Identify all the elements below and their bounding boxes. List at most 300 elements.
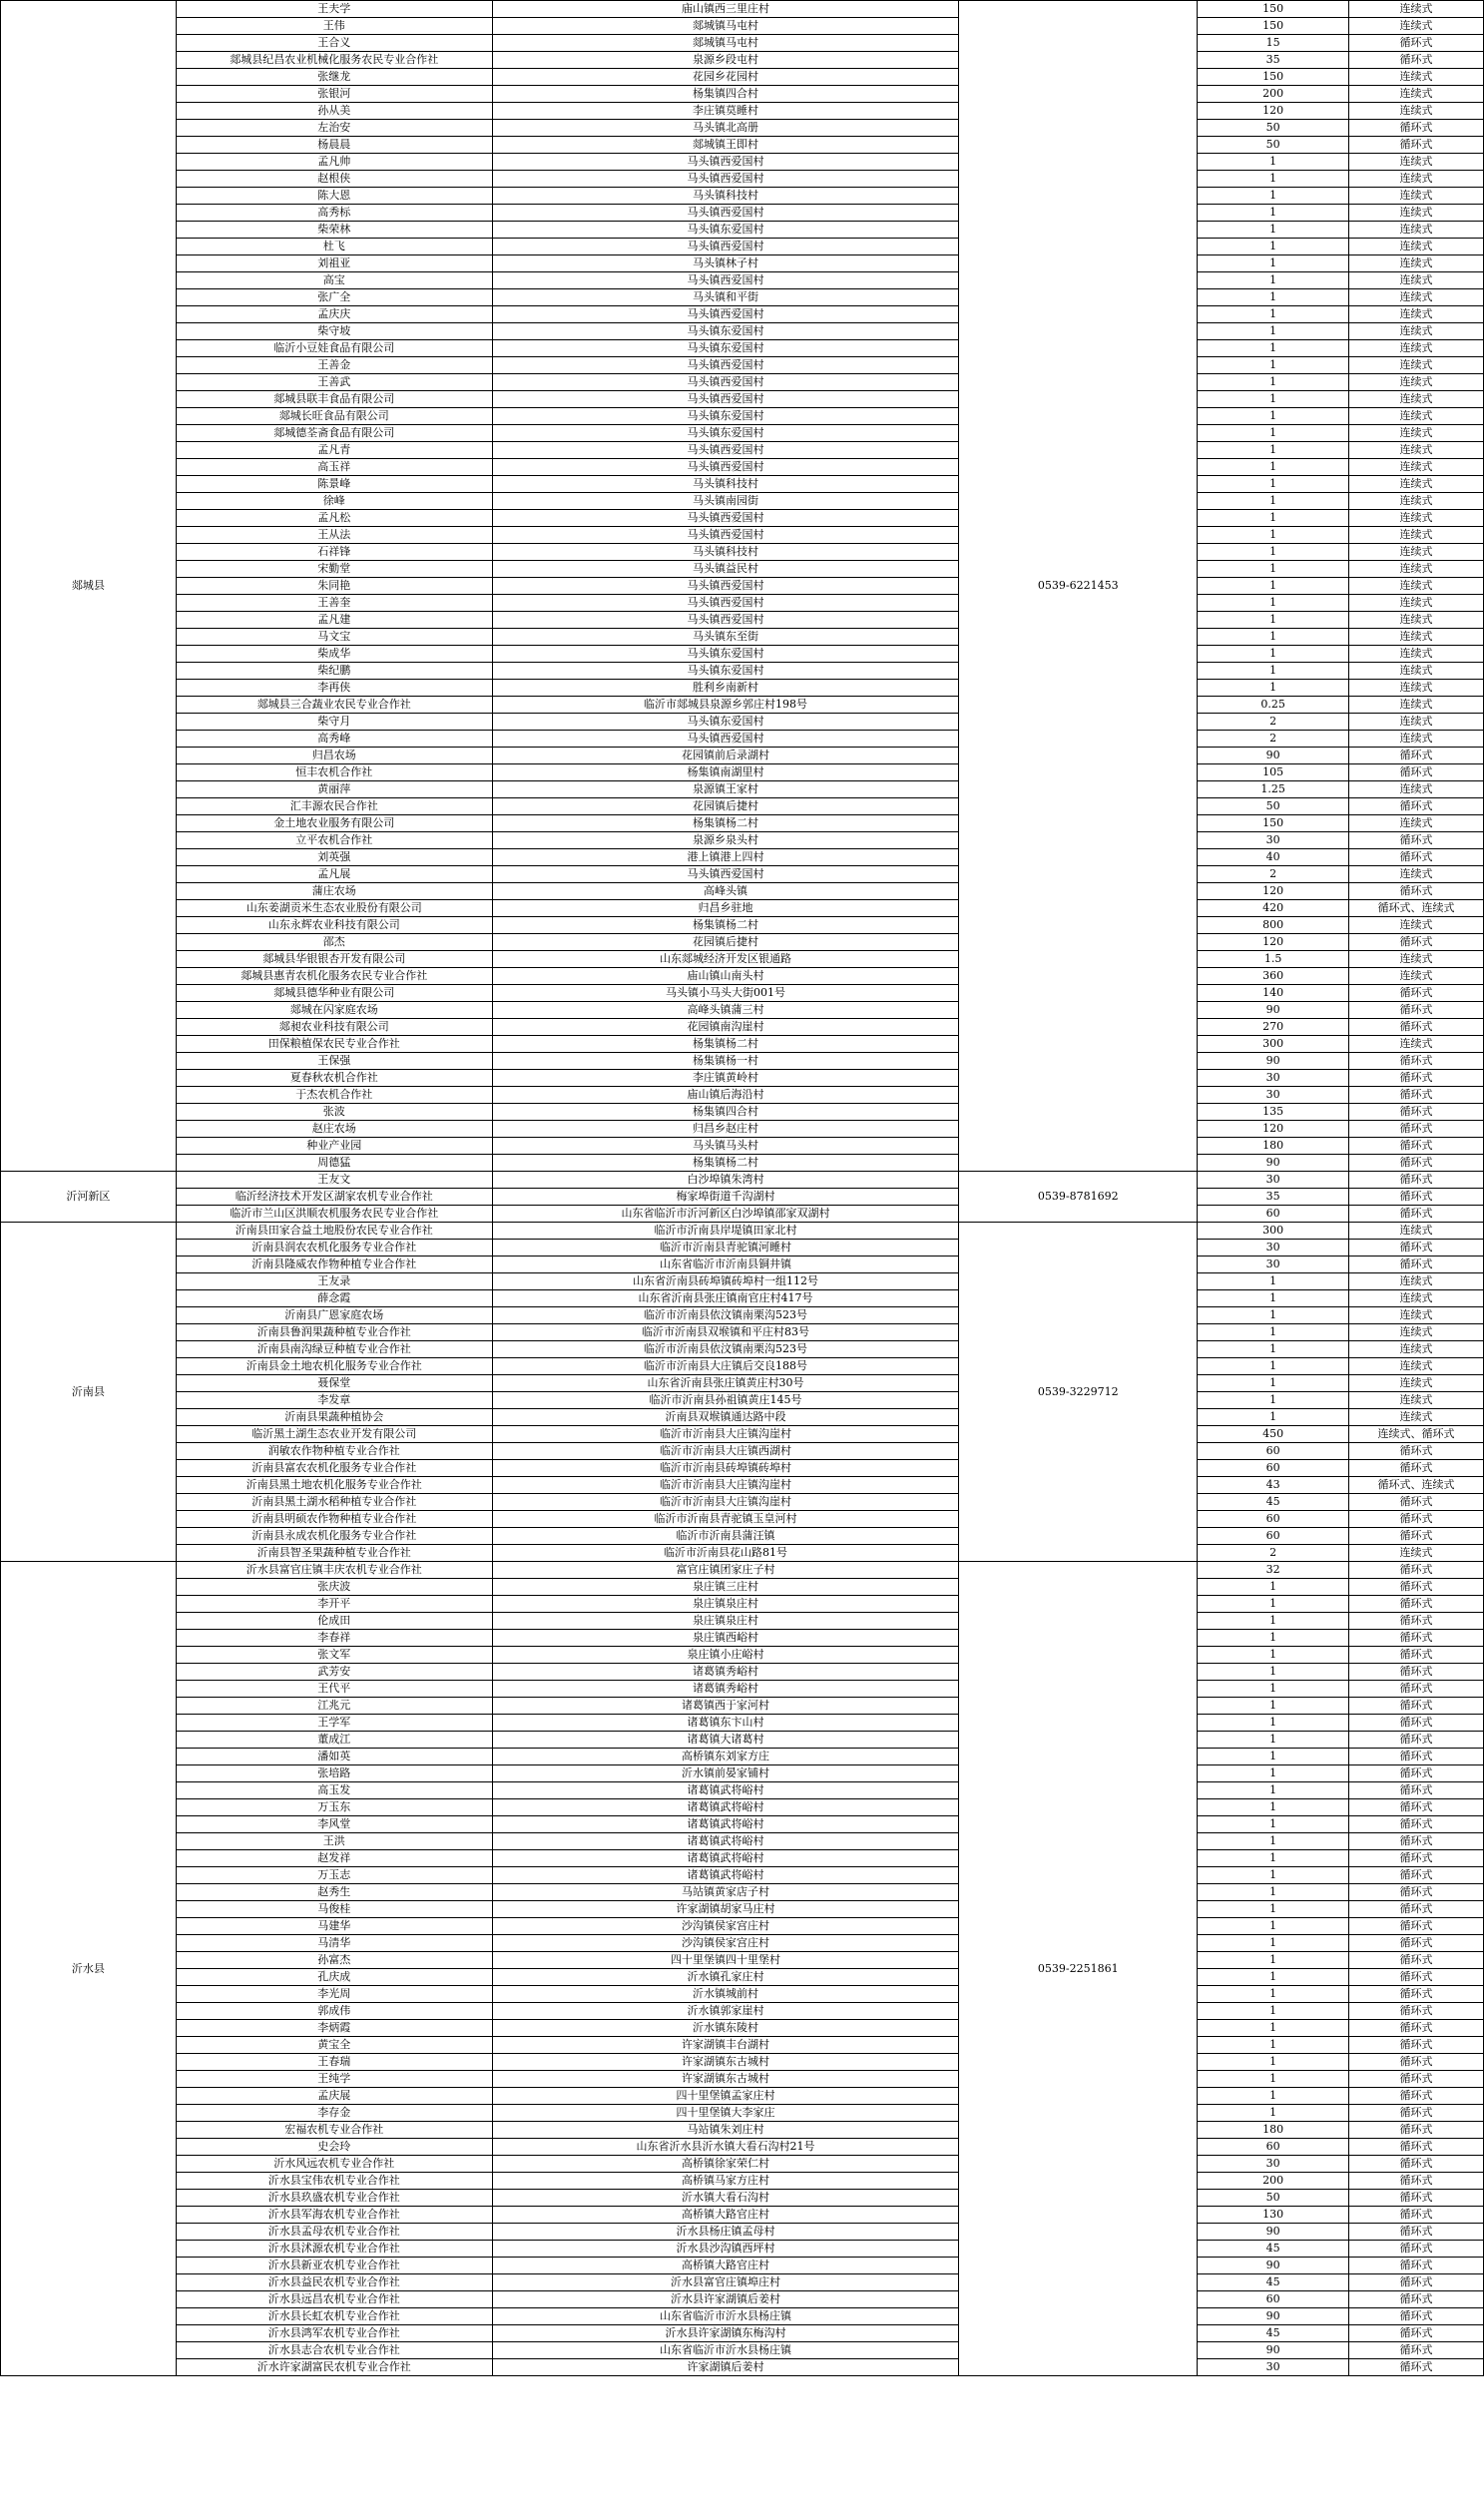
name-cell: 张继龙: [176, 69, 492, 86]
name-cell: 柴荣林: [176, 222, 492, 239]
table-row: [1, 1019, 1484, 1036]
capacity-cell: 30: [1198, 1070, 1349, 1087]
name-cell: 沂水许家湖富民农机专业合作社: [176, 2359, 492, 2376]
table-row: [1, 527, 1484, 544]
name-cell: 李再侠: [176, 680, 492, 697]
mode-cell: 连续式: [1349, 442, 1484, 459]
mode-cell: 循环式: [1349, 1528, 1484, 1545]
address-cell: 高桥镇马家方庄村: [492, 2173, 959, 2190]
mode-cell: 循环式: [1349, 798, 1484, 815]
capacity-cell: 30: [1198, 1257, 1349, 1273]
capacity-cell: 300: [1198, 1223, 1349, 1240]
address-cell: 归昌乡赵庄村: [492, 1121, 959, 1138]
table-row: [1, 1409, 1484, 1426]
mode-cell: 连续式: [1349, 680, 1484, 697]
name-cell: 沂水县鸿军农机专业合作社: [176, 2325, 492, 2342]
name-cell: 沂南县隆威农作物种植专业合作社: [176, 1257, 492, 1273]
address-cell: 四十里堡镇四十里堡村: [492, 1952, 959, 1969]
name-cell: 张庆波: [176, 1579, 492, 1596]
capacity-cell: 1: [1198, 289, 1349, 306]
capacity-cell: 1: [1198, 476, 1349, 493]
table-row: [1, 578, 1484, 595]
capacity-cell: 32: [1198, 1562, 1349, 1579]
mode-cell: 循环式: [1349, 120, 1484, 137]
table-row: [1, 1850, 1484, 1867]
capacity-cell: 1: [1198, 1884, 1349, 1901]
capacity-cell: 90: [1198, 1053, 1349, 1070]
table-row: [1, 697, 1484, 714]
mode-cell: 连续式: [1349, 951, 1484, 968]
address-cell: 马头镇西爱国村: [492, 612, 959, 629]
capacity-cell: 30: [1198, 2156, 1349, 2173]
address-cell: 临沂市沂南县蒲汪镇: [492, 1528, 959, 1545]
capacity-cell: 1: [1198, 459, 1349, 476]
capacity-cell: 1: [1198, 1833, 1349, 1850]
table-row: [1, 222, 1484, 239]
name-cell: 江兆元: [176, 1698, 492, 1715]
name-cell: 沂南县黑土地农机化服务专业合作社: [176, 1477, 492, 1494]
address-cell: 杨集镇杨二村: [492, 1155, 959, 1172]
table-row: [1, 1341, 1484, 1358]
table-row: [1, 1698, 1484, 1715]
table-row: [1, 1935, 1484, 1952]
capacity-cell: 30: [1198, 1087, 1349, 1104]
name-cell: 郯昶农业科技有限公司: [176, 1019, 492, 1036]
mode-cell: 循环式: [1349, 1053, 1484, 1070]
capacity-cell: 1: [1198, 1918, 1349, 1935]
capacity-cell: 50: [1198, 798, 1349, 815]
name-cell: 王学军: [176, 1715, 492, 1732]
mode-cell: 循环式: [1349, 2003, 1484, 2020]
table-row: [1, 646, 1484, 663]
name-cell: 柴守坡: [176, 323, 492, 340]
capacity-cell: 1: [1198, 1273, 1349, 1290]
address-cell: 临沂市沂南县依汶镇南栗沟523号: [492, 1341, 959, 1358]
mode-cell: 循环式: [1349, 2274, 1484, 2291]
table-row: [1, 1715, 1484, 1732]
address-cell: 临沂市沂南县大庄镇沟崖村: [492, 1426, 959, 1443]
capacity-cell: 135: [1198, 1104, 1349, 1121]
mode-cell: 循环式: [1349, 748, 1484, 764]
table-row: [1, 1782, 1484, 1799]
table-row: [1, 510, 1484, 527]
address-cell: 山东省临沂市沂水县杨庄镇: [492, 2342, 959, 2359]
mode-cell: 循环式: [1349, 1647, 1484, 1664]
name-cell: 山东姜湖贡米生态农业股份有限公司: [176, 900, 492, 917]
capacity-cell: 1: [1198, 1969, 1349, 1986]
table-row: [1, 323, 1484, 340]
mode-cell: 连续式: [1349, 289, 1484, 306]
name-cell: 马文宝: [176, 629, 492, 646]
mode-cell: 连续式: [1349, 272, 1484, 289]
name-cell: 左治安: [176, 120, 492, 137]
table-row: [1, 425, 1484, 442]
address-cell: 马头镇林子村: [492, 255, 959, 272]
table-row: [1, 1884, 1484, 1901]
table-row: [1, 1206, 1484, 1223]
address-cell: 许家湖镇东古城村: [492, 2071, 959, 2088]
capacity-cell: 1: [1198, 239, 1349, 255]
mode-cell: 循环式: [1349, 1986, 1484, 2003]
name-cell: 临沂小豆娃食品有限公司: [176, 340, 492, 357]
address-cell: 许家湖镇丰台湖村: [492, 2037, 959, 2054]
address-cell: 沂水县许家湖镇东梅沟村: [492, 2325, 959, 2342]
name-cell: 沂南县田家合益土地股份农民专业合作社: [176, 1223, 492, 1240]
capacity-cell: 45: [1198, 2325, 1349, 2342]
mode-cell: 循环式: [1349, 1138, 1484, 1155]
capacity-cell: 1: [1198, 2054, 1349, 2071]
address-cell: 花园镇前后录湖村: [492, 748, 959, 764]
phone-cell: 0539-8781692: [959, 1172, 1198, 1223]
table-row: [1, 1087, 1484, 1104]
table-row: [1, 917, 1484, 934]
name-cell: 李春祥: [176, 1630, 492, 1647]
mode-cell: 循环式: [1349, 1511, 1484, 1528]
table-row: [1, 1867, 1484, 1884]
table-row: [1, 934, 1484, 951]
address-cell: 沂水县富官庄镇埠庄村: [492, 2274, 959, 2291]
capacity-cell: 1: [1198, 2037, 1349, 2054]
table-row: [1, 2342, 1484, 2359]
name-cell: 高秀峰: [176, 731, 492, 748]
mode-cell: 循环式: [1349, 849, 1484, 866]
mode-cell: 连续式: [1349, 629, 1484, 646]
address-cell: 花园镇后捷村: [492, 934, 959, 951]
name-cell: 孟凡青: [176, 442, 492, 459]
mode-cell: 连续式: [1349, 1223, 1484, 1240]
table-row: [1, 1223, 1484, 1240]
name-cell: 马俊桂: [176, 1901, 492, 1918]
capacity-cell: 150: [1198, 69, 1349, 86]
mode-cell: 连续式: [1349, 1290, 1484, 1307]
address-cell: 山东省临沂市沂南县铜井镇: [492, 1257, 959, 1273]
address-cell: 临沂市沂南县双堠镇和平庄村83号: [492, 1324, 959, 1341]
table-row: [1, 2105, 1484, 2122]
table-row: [1, 680, 1484, 697]
capacity-cell: 1: [1198, 408, 1349, 425]
mode-cell: 连续式: [1349, 917, 1484, 934]
name-cell: 王春瑞: [176, 2054, 492, 2071]
name-cell: 董成江: [176, 1732, 492, 1749]
address-cell: 高峰头镇蒲三村: [492, 1002, 959, 1019]
capacity-cell: 1: [1198, 1630, 1349, 1647]
address-cell: 临沂市沂南县依汶镇南栗沟523号: [492, 1307, 959, 1324]
name-cell: 朱同艳: [176, 578, 492, 595]
name-cell: 郯城德荃斋食品有限公司: [176, 425, 492, 442]
mode-cell: 循环式: [1349, 2224, 1484, 2241]
table-row: [1, 1002, 1484, 1019]
table-row: [1, 18, 1484, 35]
mode-cell: 循环式: [1349, 1562, 1484, 1579]
name-cell: 高玉发: [176, 1782, 492, 1799]
table-row: [1, 86, 1484, 103]
address-cell: 马头镇益民村: [492, 561, 959, 578]
table-row: [1, 2190, 1484, 2207]
table-row: [1, 1138, 1484, 1155]
table-row: [1, 731, 1484, 748]
mode-cell: 连续式: [1349, 205, 1484, 222]
capacity-cell: 50: [1198, 120, 1349, 137]
capacity-cell: 1.25: [1198, 781, 1349, 798]
address-cell: 郯城镇马屯村: [492, 18, 959, 35]
capacity-cell: 1.5: [1198, 951, 1349, 968]
address-cell: 马头镇西爱国村: [492, 459, 959, 476]
address-cell: 临沂市沂南县岸堤镇田家北村: [492, 1223, 959, 1240]
capacity-cell: 1: [1198, 1782, 1349, 1799]
address-cell: 马头镇科技村: [492, 188, 959, 205]
name-cell: 李存金: [176, 2105, 492, 2122]
table-row: [1, 340, 1484, 357]
name-cell: 孟凡帅: [176, 154, 492, 171]
mode-cell: 循环式: [1349, 2156, 1484, 2173]
name-cell: 杨晨晨: [176, 137, 492, 154]
mode-cell: 连续式: [1349, 323, 1484, 340]
table-row: [1, 1, 1484, 18]
table-row: [1, 1036, 1484, 1053]
capacity-cell: 1: [1198, 544, 1349, 561]
county-cell: 沂河新区: [1, 1172, 177, 1223]
name-cell: 陈景峰: [176, 476, 492, 493]
capacity-cell: 2: [1198, 1545, 1349, 1562]
name-cell: 宋勤堂: [176, 561, 492, 578]
table-row: [1, 2003, 1484, 2020]
mode-cell: 循环式: [1349, 1172, 1484, 1189]
capacity-cell: 1: [1198, 561, 1349, 578]
name-cell: 赵发祥: [176, 1850, 492, 1867]
mode-cell: 循环式: [1349, 1613, 1484, 1630]
address-cell: 马头镇西爱国村: [492, 205, 959, 222]
address-cell: 马头镇西爱国村: [492, 578, 959, 595]
capacity-cell: 140: [1198, 985, 1349, 1002]
name-cell: 立平农机合作社: [176, 832, 492, 849]
table-row: [1, 1494, 1484, 1511]
county-cell: 郯城县: [1, 1, 177, 1172]
address-cell: 沂水镇郭家崖村: [492, 2003, 959, 2020]
county-cell: 沂水县: [1, 1562, 177, 2376]
name-cell: 郯城县纪昌农业机械化服务农民专业合作社: [176, 52, 492, 69]
address-cell: 泉庄镇三庄村: [492, 1579, 959, 1596]
capacity-cell: 1: [1198, 1324, 1349, 1341]
capacity-cell: 1: [1198, 1392, 1349, 1409]
name-cell: 沂水县远昌农机专业合作社: [176, 2291, 492, 2308]
capacity-cell: 30: [1198, 1172, 1349, 1189]
address-cell: 马头镇北高册: [492, 120, 959, 137]
capacity-cell: 300: [1198, 1036, 1349, 1053]
name-cell: 郯城县华银银杏开发有限公司: [176, 951, 492, 968]
capacity-cell: 60: [1198, 1528, 1349, 1545]
table-row: [1, 137, 1484, 154]
name-cell: 聂保堂: [176, 1375, 492, 1392]
address-cell: 庙山镇后海沿村: [492, 1087, 959, 1104]
address-cell: 许家湖镇东古城村: [492, 2054, 959, 2071]
table-row: [1, 2241, 1484, 2258]
name-cell: 郯城县联丰食品有限公司: [176, 391, 492, 408]
capacity-cell: 2: [1198, 731, 1349, 748]
address-cell: 庙山镇山南头村: [492, 968, 959, 985]
mode-cell: 循环式: [1349, 1596, 1484, 1613]
mode-cell: 循环式: [1349, 2105, 1484, 2122]
name-cell: 沂南县润农农机化服务专业合作社: [176, 1240, 492, 1257]
address-cell: 郯城镇马屯村: [492, 35, 959, 52]
mode-cell: 连续式: [1349, 1307, 1484, 1324]
address-cell: 马头镇西爱国村: [492, 442, 959, 459]
address-cell: 归昌乡驻地: [492, 900, 959, 917]
name-cell: 沂水县军海农机专业合作社: [176, 2207, 492, 2224]
name-cell: 沂水县志合农机专业合作社: [176, 2342, 492, 2359]
mode-cell: 循环式: [1349, 2122, 1484, 2139]
mode-cell: 循环式: [1349, 2325, 1484, 2342]
address-cell: 杨集镇四合村: [492, 1104, 959, 1121]
address-cell: 高峰头镇: [492, 883, 959, 900]
table-row: [1, 289, 1484, 306]
table-row: [1, 2325, 1484, 2342]
mode-cell: 连续式、循环式: [1349, 1426, 1484, 1443]
mode-cell: 连续式: [1349, 561, 1484, 578]
capacity-cell: 1: [1198, 493, 1349, 510]
mode-cell: 循环式: [1349, 1189, 1484, 1206]
name-cell: 孟庆展: [176, 2088, 492, 2105]
address-cell: 马头镇西爱国村: [492, 391, 959, 408]
address-cell: 泉源镇王家村: [492, 781, 959, 798]
address-cell: 马头镇东爱国村: [492, 663, 959, 680]
address-cell: 马头镇东爱国村: [492, 425, 959, 442]
name-cell: 沂水县新亚农机专业合作社: [176, 2258, 492, 2274]
address-cell: 高桥镇东刘家方庄: [492, 1749, 959, 1765]
table-row: [1, 1443, 1484, 1460]
table-row: [1, 52, 1484, 69]
mode-cell: 循环式: [1349, 137, 1484, 154]
table-row: [1, 255, 1484, 272]
name-cell: 张培路: [176, 1765, 492, 1782]
capacity-cell: 1: [1198, 1867, 1349, 1884]
mode-cell: 循环式: [1349, 1765, 1484, 1782]
capacity-cell: 50: [1198, 137, 1349, 154]
address-cell: 马头镇东爱国村: [492, 222, 959, 239]
table-row: [1, 2088, 1484, 2105]
mode-cell: 循环式: [1349, 1799, 1484, 1816]
capacity-cell: 105: [1198, 764, 1349, 781]
name-cell: 杜飞: [176, 239, 492, 255]
capacity-cell: 1: [1198, 510, 1349, 527]
table-row: [1, 2224, 1484, 2241]
table-row: [1, 1749, 1484, 1765]
mode-cell: 循环式: [1349, 1664, 1484, 1681]
table-row: [1, 866, 1484, 883]
mode-cell: 连续式: [1349, 510, 1484, 527]
capacity-cell: 1: [1198, 1732, 1349, 1749]
name-cell: 薛念霞: [176, 1290, 492, 1307]
capacity-cell: 120: [1198, 103, 1349, 120]
name-cell: 柴成华: [176, 646, 492, 663]
name-cell: 孔庆成: [176, 1969, 492, 1986]
mode-cell: 循环式: [1349, 1749, 1484, 1765]
table-row: [1, 2291, 1484, 2308]
table-row: [1, 1732, 1484, 1749]
address-cell: 杨集镇杨二村: [492, 815, 959, 832]
capacity-cell: 45: [1198, 2274, 1349, 2291]
mode-cell: 连续式: [1349, 239, 1484, 255]
capacity-cell: 90: [1198, 748, 1349, 764]
name-cell: 王善奎: [176, 595, 492, 612]
name-cell: 汇丰源农民合作社: [176, 798, 492, 815]
mode-cell: 连续式: [1349, 222, 1484, 239]
capacity-cell: 1: [1198, 374, 1349, 391]
table-row: [1, 1918, 1484, 1935]
address-cell: 沂水镇孔家庄村: [492, 1969, 959, 1986]
name-cell: 郯城在闪家庭农场: [176, 1002, 492, 1019]
name-cell: 徐峰: [176, 493, 492, 510]
address-cell: 马头镇和平街: [492, 289, 959, 306]
capacity-cell: 270: [1198, 1019, 1349, 1036]
table-row: [1, 748, 1484, 764]
capacity-cell: 1: [1198, 578, 1349, 595]
table-row: [1, 1596, 1484, 1613]
table-row: [1, 1155, 1484, 1172]
name-cell: 沂水县宝伟农机专业合作社: [176, 2173, 492, 2190]
table-row: [1, 272, 1484, 289]
capacity-cell: 60: [1198, 2291, 1349, 2308]
capacity-cell: 180: [1198, 1138, 1349, 1155]
capacity-cell: 1: [1198, 629, 1349, 646]
name-cell: 赵庄农场: [176, 1121, 492, 1138]
capacity-cell: 120: [1198, 934, 1349, 951]
mode-cell: 连续式: [1349, 578, 1484, 595]
capacity-cell: 1: [1198, 154, 1349, 171]
table-row: [1, 391, 1484, 408]
mode-cell: 连续式: [1349, 866, 1484, 883]
capacity-cell: 450: [1198, 1426, 1349, 1443]
address-cell: 马头镇西爱国村: [492, 731, 959, 748]
mode-cell: 连续式: [1349, 374, 1484, 391]
table-row: [1, 544, 1484, 561]
name-cell: 沂水县沭源农机专业合作社: [176, 2241, 492, 2258]
mode-cell: 循环式: [1349, 1698, 1484, 1715]
table-row: [1, 120, 1484, 137]
mode-cell: 循环式: [1349, 1867, 1484, 1884]
capacity-cell: 60: [1198, 2139, 1349, 2156]
address-cell: 山东省沂南县张庄镇黄庄村30号: [492, 1375, 959, 1392]
mode-cell: 连续式: [1349, 408, 1484, 425]
mode-cell: 循环式: [1349, 1104, 1484, 1121]
name-cell: 马建华: [176, 1918, 492, 1935]
name-cell: 山东永辉农业科技有限公司: [176, 917, 492, 934]
capacity-cell: 1: [1198, 527, 1349, 544]
mode-cell: 循环式: [1349, 1630, 1484, 1647]
address-cell: 马头镇西爱国村: [492, 357, 959, 374]
address-cell: 杨集镇四合村: [492, 86, 959, 103]
name-cell: 周德猛: [176, 1155, 492, 1172]
mode-cell: 连续式: [1349, 1392, 1484, 1409]
table-row: [1, 2274, 1484, 2291]
address-cell: 诸葛镇武将峪村: [492, 1816, 959, 1833]
name-cell: 王洪: [176, 1833, 492, 1850]
capacity-cell: 1: [1198, 442, 1349, 459]
capacity-cell: 1: [1198, 1901, 1349, 1918]
name-cell: 郭成伟: [176, 2003, 492, 2020]
mode-cell: 循环式: [1349, 1833, 1484, 1850]
table-row: [1, 832, 1484, 849]
address-cell: 白沙埠镇朱湾村: [492, 1172, 959, 1189]
mode-cell: 循环式: [1349, 2308, 1484, 2325]
name-cell: 恒丰农机合作社: [176, 764, 492, 781]
table-row: [1, 714, 1484, 731]
name-cell: 沂南县果蔬种植协会: [176, 1409, 492, 1426]
address-cell: 李庄镇莫睡村: [492, 103, 959, 120]
mode-cell: 连续式: [1349, 544, 1484, 561]
mode-cell: 连续式: [1349, 306, 1484, 323]
address-cell: 沂水镇大看石沟村: [492, 2190, 959, 2207]
mode-cell: 循环式: [1349, 52, 1484, 69]
